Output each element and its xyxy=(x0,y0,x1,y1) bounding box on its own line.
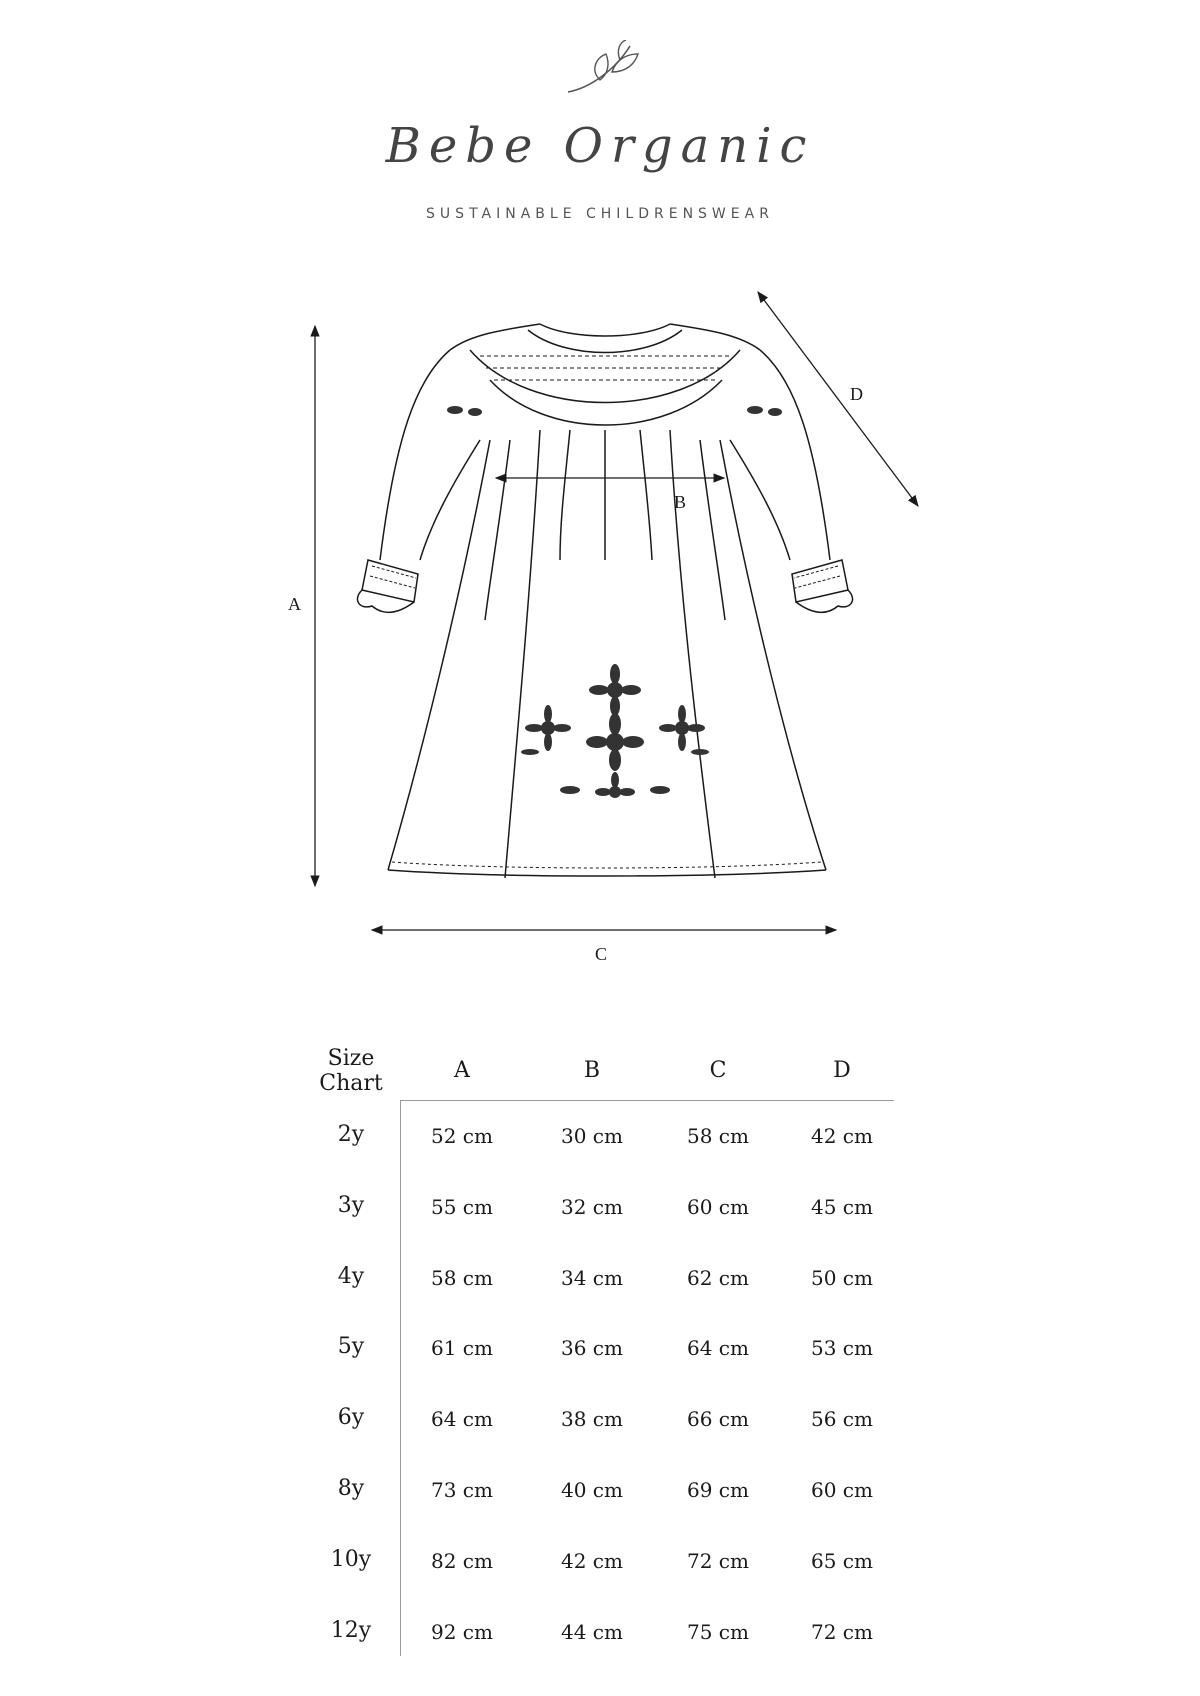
measure-d: 72 cm xyxy=(811,1619,873,1644)
table-body xyxy=(302,1100,898,1666)
column-header-c: C xyxy=(709,1058,727,1083)
table-row xyxy=(302,1100,898,1171)
measure-b: 36 cm xyxy=(561,1336,623,1361)
column-header-d: D xyxy=(833,1058,851,1083)
size-chart-heading-line2: Chart xyxy=(319,1071,383,1096)
measure-b: 42 cm xyxy=(561,1548,623,1573)
column-header-a: A xyxy=(454,1058,470,1083)
measure-a: 55 cm xyxy=(431,1194,493,1219)
measure-d: 50 cm xyxy=(811,1265,873,1290)
size-label: 8y xyxy=(337,1475,365,1501)
size-label: 4y xyxy=(337,1263,365,1289)
measure-a: 92 cm xyxy=(431,1619,493,1644)
measure-a: 52 cm xyxy=(431,1124,493,1148)
table-row xyxy=(302,1454,898,1525)
measure-a: 58 cm xyxy=(431,1265,493,1290)
measure-a: 61 cm xyxy=(431,1336,493,1361)
size-label: 12y xyxy=(330,1617,372,1643)
dimension-b-label: B xyxy=(674,492,687,512)
table-row xyxy=(302,1171,898,1242)
size-label: 3y xyxy=(337,1192,365,1218)
floral-embroidery xyxy=(447,406,782,798)
measure-c: 69 cm xyxy=(687,1477,749,1502)
measure-b: 30 cm xyxy=(561,1124,623,1148)
size-chart-heading xyxy=(302,1046,400,1096)
table-header xyxy=(302,1034,898,1104)
measure-a: 73 cm xyxy=(431,1477,493,1502)
measure-c: 66 cm xyxy=(687,1407,749,1432)
brand-name: Bebe Organic xyxy=(385,118,815,174)
measure-a: 64 cm xyxy=(431,1407,493,1432)
size-chart-heading-line1: Size xyxy=(327,1046,375,1071)
measure-d: 56 cm xyxy=(811,1407,873,1432)
measure-c: 72 cm xyxy=(687,1548,749,1573)
measure-d: 45 cm xyxy=(811,1194,873,1219)
measure-c: 64 cm xyxy=(687,1336,749,1361)
measure-c: 62 cm xyxy=(687,1265,749,1290)
size-label: 10y xyxy=(330,1546,372,1572)
size-label: 6y xyxy=(337,1405,365,1431)
measure-b: 40 cm xyxy=(561,1477,623,1502)
measure-b: 32 cm xyxy=(561,1194,623,1219)
table-row xyxy=(302,1242,898,1313)
dimension-d-arrow xyxy=(758,292,918,506)
measure-b: 34 cm xyxy=(561,1265,623,1290)
measure-b: 38 cm xyxy=(561,1407,623,1432)
measure-d: 60 cm xyxy=(811,1477,873,1502)
brand-tagline: SUSTAINABLE CHILDRENSWEAR xyxy=(426,206,774,222)
measure-b: 44 cm xyxy=(561,1619,623,1644)
measure-d: 65 cm xyxy=(811,1548,873,1573)
column-header-b: B xyxy=(583,1058,601,1083)
dimension-d-label: D xyxy=(850,384,863,404)
dimension-a-label: A xyxy=(288,594,301,614)
measure-c: 60 cm xyxy=(687,1194,749,1219)
size-label: 2y xyxy=(337,1122,365,1147)
measure-a: 82 cm xyxy=(431,1548,493,1573)
table-row xyxy=(302,1596,898,1667)
measure-c: 75 cm xyxy=(687,1619,749,1644)
table-row xyxy=(302,1525,898,1596)
dimension-c-label: C xyxy=(595,944,608,964)
measure-d: 53 cm xyxy=(811,1336,873,1361)
size-label: 5y xyxy=(337,1334,365,1360)
table-row xyxy=(302,1312,898,1383)
table-row xyxy=(302,1383,898,1454)
measure-c: 58 cm xyxy=(687,1124,749,1148)
measure-d: 42 cm xyxy=(811,1124,873,1148)
